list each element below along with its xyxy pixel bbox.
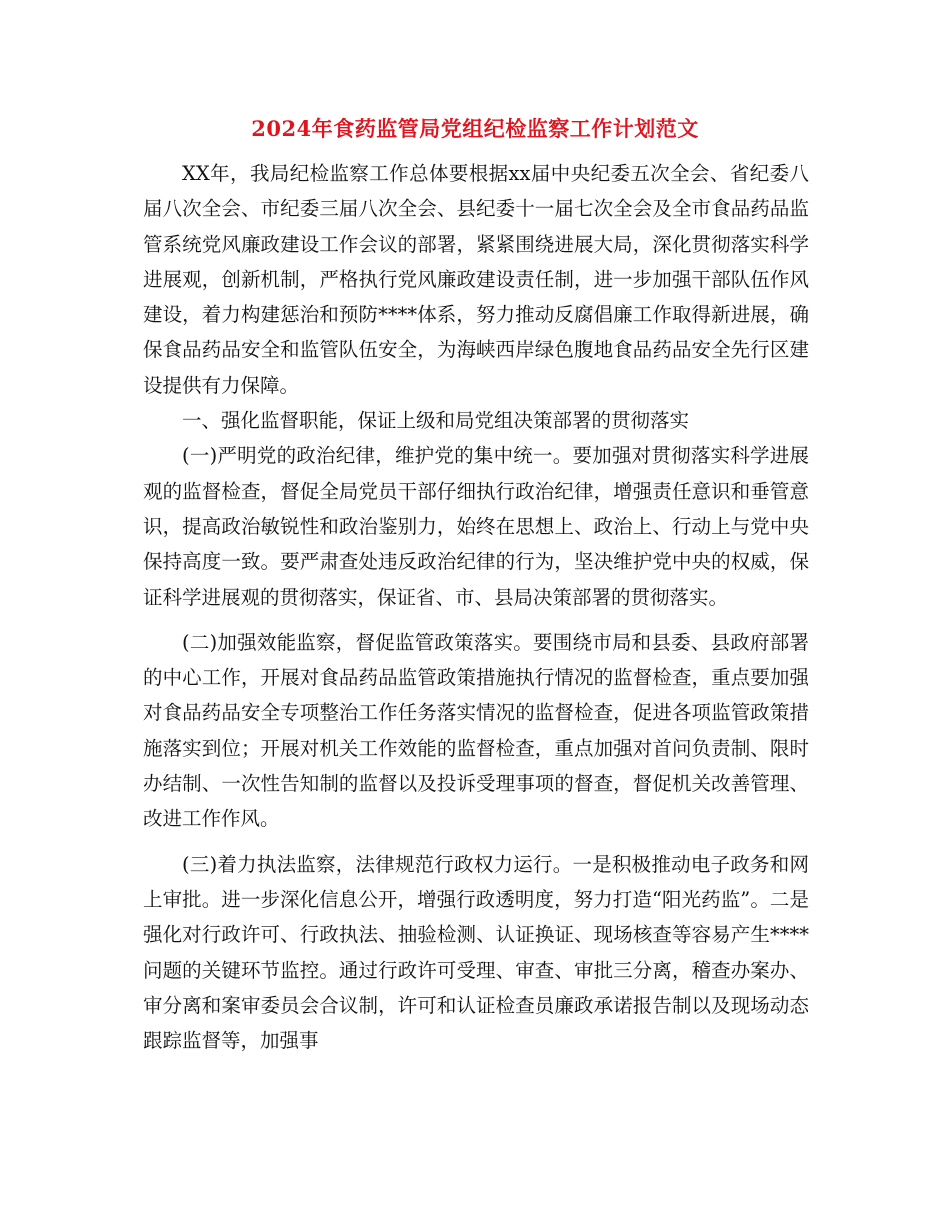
document-body [143,156,809,1058]
paragraph-item-1: (一)严明党的政治纪律，维护党的集中统一。要加强对贯彻落实科学进展观的监督检查，督促全局党员干部仔细执行政治纪律，增强责任意识和垂管意识，提高政治敏锐性和政治鉴别力，始终在思想上、政治上、行动上与党中央保持高度一致。要严肃查处违反政治纪律的行为，坚决维护党中央的权威，保证科学进展观的贯彻落实，保证省、市、县局决策部署的贯彻落实。 [143,444,809,609]
section-heading-1: 一、强化监督职能，保证上级和局党组决策部署的贯彻落实 [182,409,690,433]
paragraph-intro: XX年，我局纪检监察工作总体要根据xx届中央纪委五次全会、省纪委八届八次全会、市纪委三届八次全会、县纪委十一届七次全会及全市食品药品监管系统党风廉政建设工作会议的部署，紧紧围绕进展大局，深化贯彻落实科学进展观，创新机制，严格执行党风廉政建设责任制，进一步加强干部队伍作风建设，着力构建惩治和预防****体系，努力推动反腐倡廉工作取得新进展，确保食品药品安全和监管队伍安全，为海峡西岸绿色腹地食品药品安全先行区建设提供有力保障。 [143,162,809,397]
paragraph-gap [143,837,809,847]
paragraph-item-2: (二)加强效能监察，督促监管政策落实。要围绕市局和县委、县政府部署的中心工作，开展对食品药品监管政策措施执行情况的监督检查，重点要加强对食品药品安全专项整治工作任务落实情况的监督检查，促进各项监管政策措施落实到位；开展对机关工作效能的监督检查，重点加强对首问负责制、限时办结制、一次性告知制的监督以及投诉受理事项的督查，督促机关改善管理、改进工作作风。 [143,630,809,831]
paragraph-item-3: (三)着力执法监察，法律规范行政权力运行。一是积极推动电子政务和网上审批。进一步深化信息公开，增强行政透明度，努力打造“阳光药监”。二是强化对行政许可、行政执法、抽验检测、认证换证、现场核查等容易产生****问题的关键环节监控。通过行政许可受理、审查、审批三分离，稽查办案办、审分离和案审委员会合议制，许可和认证检查员廉政承诺报告制以及现场动态跟踪监督等，加强事 [143,852,809,1053]
paragraph-gap [143,615,809,625]
document-title: 2024年食药监管局党组纪检监察工作计划范文 [251,116,699,141]
